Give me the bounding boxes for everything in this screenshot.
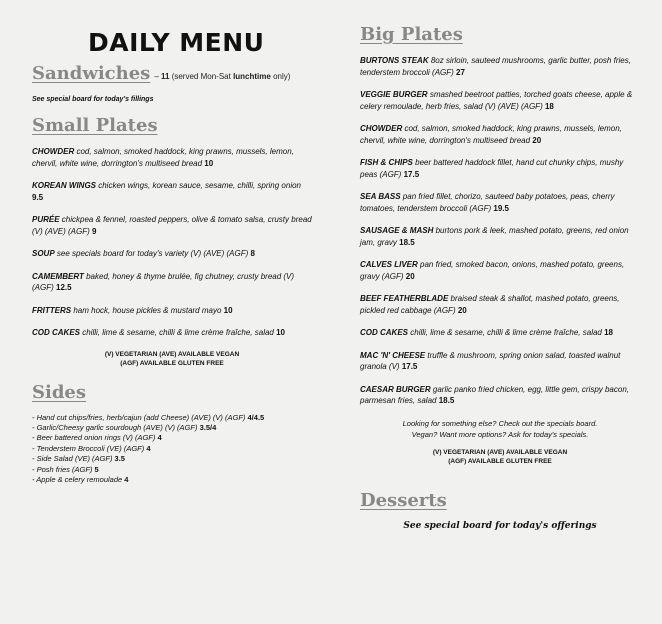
sandwiches-fillings: See special board for today's fillings	[32, 96, 154, 103]
menu-item	[360, 191, 640, 214]
item-name: FRITTERS	[32, 305, 72, 315]
item-description: garlic panko fried chicken, egg, little gem, crispy bacon, parmesan fries, salad	[360, 384, 630, 405]
sandwiches-note-before: (served Mon-Sat	[171, 72, 231, 81]
menu-item	[360, 259, 640, 282]
item-description: chickpea & fennel, roasted peppers, olive & tomato salsa, crusty bread (V) (AVE) (AGF)	[32, 215, 312, 236]
side-price: 3.5/4	[199, 422, 217, 432]
item-price: 20	[532, 135, 542, 145]
item-price: 10	[223, 305, 233, 315]
side-item	[32, 454, 312, 464]
lookfor-line-1: Looking for something else? Check out the specials board.	[402, 418, 598, 428]
item-description: chicken wings, korean sauce, sesame, chilli, spring onion	[98, 181, 302, 190]
menu-item	[360, 384, 640, 407]
item-name: SOUP	[32, 249, 55, 258]
sandwiches-note-bold: lunchtime	[233, 72, 271, 81]
right-column	[360, 24, 640, 531]
side-price: 4	[157, 433, 162, 443]
item-name: SAUSAGE & MASH	[360, 226, 434, 235]
item-price: 17.5	[403, 169, 420, 179]
side-text: - Hand cut chips/fries, herb/cajun (add Cheese) (AVE) (V) (AGF)	[32, 412, 246, 422]
menu-item	[32, 214, 312, 237]
item-price: 10	[276, 328, 286, 337]
item-description: cod, salmon, smoked haddock, king prawns, mussels, lemon, chervil, white wine, dorrington's multiseed bread	[360, 124, 622, 145]
big-plates-heading: Big Plates	[360, 24, 463, 45]
side-text: - Side Salad (VE) (AGF)	[32, 454, 113, 464]
item-price: 17.5	[401, 362, 418, 371]
big-plates-legend	[360, 448, 640, 466]
item-name: KOREAN WINGS	[32, 181, 96, 190]
small-plates-list	[32, 146, 312, 339]
side-price: 5	[94, 464, 99, 474]
item-price: 9.5	[32, 192, 44, 202]
menu-item	[32, 305, 312, 317]
side-text: - Beer battered onion rings (V) (AGF)	[32, 433, 156, 443]
item-description: 8oz sirloin, sauteed mushrooms, garlic butter, posh fries, tenderstem broccoli (AGF)	[360, 56, 631, 77]
menu-item	[32, 180, 312, 203]
item-description: cod, salmon, smoked haddock, king prawns, mussels, lemon, chervil, white wine, dorrington's multiseed bread	[32, 147, 294, 168]
item-description: pan fried fillet, chorizo, sauteed baby potatoes, peas, cherry tomatoes, tenderstem broccoli (AGF)	[360, 192, 615, 213]
menu-item	[360, 293, 640, 316]
menu-item	[360, 89, 640, 112]
item-price: 9	[92, 226, 97, 236]
side-text: - Apple & celery remoulade	[32, 474, 123, 484]
side-item	[32, 423, 312, 433]
menu-item	[32, 146, 312, 169]
item-name: FISH & CHIPS	[360, 158, 413, 167]
item-price: 10	[204, 158, 214, 168]
item-price: 8	[250, 249, 255, 258]
item-description: beer battered haddock fillet, hand cut chunky chips, mushy peas (AGF)	[360, 158, 624, 179]
sandwiches-heading: Sandwiches	[32, 63, 151, 84]
item-name: CAESAR BURGER	[360, 384, 431, 394]
item-name: BEEF FEATHERBLADE	[360, 294, 449, 303]
menu-item	[360, 225, 640, 248]
item-price: 27	[456, 67, 465, 77]
item-price: 12.5	[56, 283, 72, 292]
side-text: - Tenderstem Broccoli (VE) (AGF)	[32, 443, 145, 453]
menu-item	[32, 248, 312, 260]
menu-item	[360, 123, 640, 146]
item-name: PURÉE	[32, 215, 60, 224]
item-name: BURTONS STEAK	[360, 56, 429, 65]
item-name: SEA BASS	[360, 192, 401, 201]
big-plates-list	[360, 55, 640, 407]
side-price: 4	[146, 443, 151, 453]
desserts-offerings: See special board for today's offerings	[403, 520, 597, 531]
item-name: CAMEMBERT	[32, 271, 84, 281]
item-name: COD CAKES	[32, 328, 81, 337]
sandwiches-header	[32, 63, 312, 84]
menu-item	[360, 327, 640, 339]
menu-item	[360, 157, 640, 180]
side-item	[32, 413, 312, 423]
side-text: - Garlic/Cheesy garlic sourdough (AVE) (V) (AGF)	[32, 422, 198, 432]
item-name: CHOWDER	[32, 147, 75, 156]
item-name: VEGGIE BURGER	[360, 90, 428, 99]
item-description: baked, honey & thyme brulée, fig chutney, crusty bread (V) (AGF)	[32, 271, 295, 292]
menu-item	[32, 327, 312, 339]
legend-line-1: (V) VEGETARIAN (AVE) AVAILABLE VEGAN	[104, 350, 240, 358]
sandwiches-note: – 11 (served Mon-Sat lunchtime only)	[154, 72, 291, 81]
side-item	[32, 475, 312, 485]
item-name: CHOWDER	[360, 124, 403, 133]
item-name: CALVES LIVER	[360, 260, 418, 269]
menu-item	[32, 271, 312, 294]
legend-line-2: (AGF) AVAILABLE GLUTEN FREE	[448, 457, 552, 465]
item-description: ham hock, house pickles & mustard mayo	[73, 305, 222, 315]
item-price: 18.5	[399, 237, 415, 247]
side-price: 4/4.5	[247, 412, 265, 422]
item-description: see specials board for today's variety (V) (AVE) (AGF)	[56, 249, 249, 258]
side-item	[32, 465, 312, 475]
small-plates-heading: Small Plates	[32, 115, 158, 136]
item-description: braised steak & shallot, mashed potato, greens, pickled red cabbage (AGF)	[360, 294, 620, 315]
item-price: 18.5	[438, 396, 455, 405]
page-title: DAILY MENU	[88, 28, 265, 57]
item-description: burtons pork & leek, mashed potato, greens, red onion jam, gravy	[360, 226, 629, 247]
item-name: MAC 'N' CHEESE	[360, 350, 426, 360]
side-item	[32, 444, 312, 454]
item-price: 20	[457, 305, 467, 315]
item-description: chilli, lime & sesame, chilli & lime crème fraîche, salad	[82, 328, 274, 337]
desserts-heading: Desserts	[360, 489, 447, 511]
side-item	[32, 433, 312, 443]
legend-line-1: (V) VEGETARIAN (AVE) AVAILABLE VEGAN	[432, 448, 568, 456]
lookfor-note	[360, 418, 640, 440]
menu-item	[360, 350, 640, 373]
item-price: 20	[405, 271, 415, 281]
item-name: COD CAKES	[360, 328, 409, 337]
sandwiches-note-after: only)	[273, 72, 291, 81]
small-plates-legend	[32, 350, 312, 368]
legend-line-2: (AGF) AVAILABLE GLUTEN FREE	[120, 359, 224, 367]
left-column	[32, 28, 312, 485]
sides-heading: Sides	[32, 381, 87, 403]
item-description: smashed beetroot patties, torched goats cheese, apple & celery remoulade, herb fries, salad (V) (AVE) (AGF)	[360, 90, 633, 111]
item-description: pan fried, smoked bacon, onions, mashed potato, greens, gravy (AGF)	[360, 260, 625, 281]
item-description: truffle & mushroom, spring onion salad, toasted walnut granola (V)	[360, 350, 621, 371]
sides-list	[32, 413, 312, 486]
side-text: - Posh fries (AGF)	[32, 464, 93, 474]
menu-item	[360, 55, 640, 78]
item-price: 19.5	[493, 203, 509, 213]
side-price: 3.5	[114, 454, 125, 464]
lookfor-line-2: Vegan? Want more options? Ask for today's specials.	[411, 429, 589, 439]
item-price: 18	[604, 328, 614, 337]
item-price: 18	[544, 101, 554, 111]
item-description: chilli, lime & sesame, chilli & lime crème fraîche, salad	[410, 328, 602, 337]
side-price: 4	[124, 474, 129, 484]
sandwiches-price: 11	[160, 72, 170, 81]
